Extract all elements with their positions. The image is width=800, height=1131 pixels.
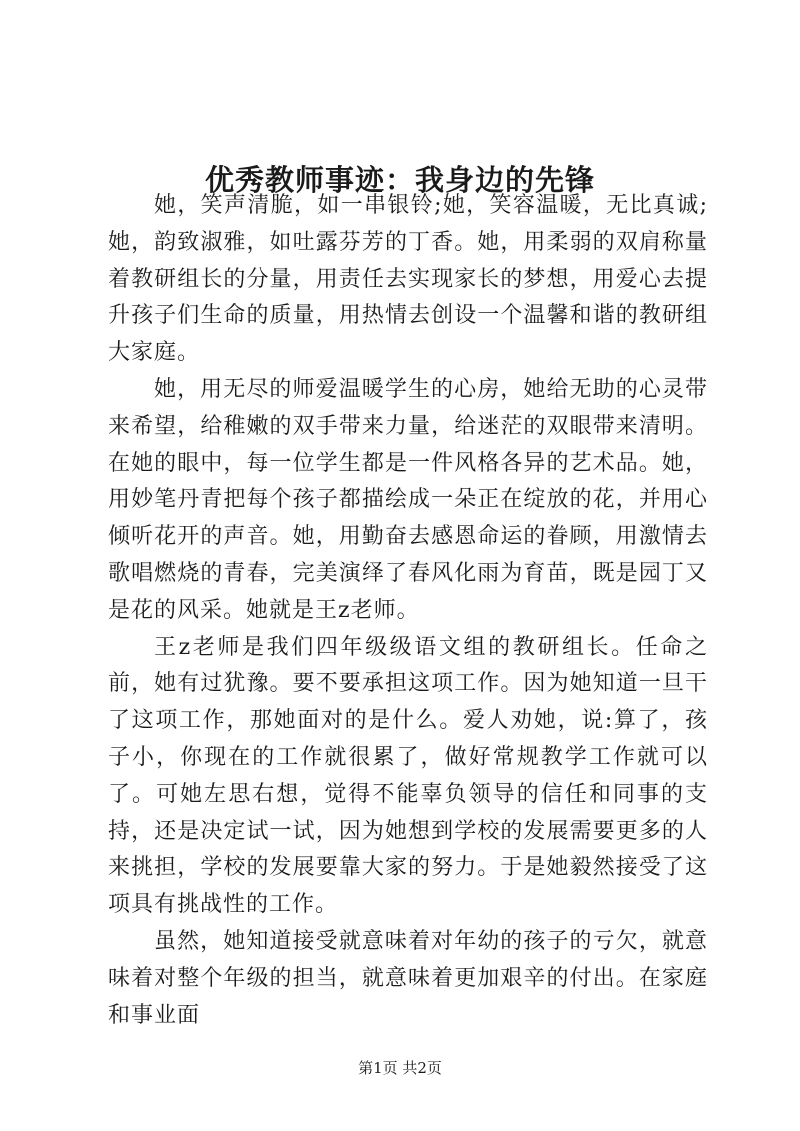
paragraph: 王z老师是我们四年级级语文组的教研组长。任命之前，她有过犹豫。要不要承担这项工作。因为她知道一旦干了这项工作，那她面对的是什么。爱人劝她，说:算了，孩子小，你现在的工作就很累了，做好常规教学工作就可以了。可她左思右想，觉得不能辜负领导的信任和同事的支持，还是决定试一试，因为她想到学校的发展需要更多的人来挑担，学校的发展要靠大家的努力。于是她毅然接受了这项具有挑战性的工作。 bbox=[108, 634, 708, 918]
page-footer: 第1页 共2页 bbox=[358, 1059, 442, 1077]
document-body bbox=[108, 188, 708, 1034]
paragraph: 虽然，她知道接受就意味着对年幼的孩子的亏欠，就意味着对整个年级的担当，就意味着更加艰辛的付出。在家庭和事业面 bbox=[108, 928, 708, 1028]
paragraph: 她，笑声清脆，如一串银铃;她，笑容温暖，无比真诚;她，韵致淑雅，如吐露芬芳的丁香。她，用柔弱的双肩称量着教研组长的分量，用责任去实现家长的梦想，用爱心去提升孩子们生命的质量，用热情去创设一个温馨和谐的教研组大家庭。 bbox=[108, 193, 708, 366]
paragraph: 她，用无尽的师爱温暖学生的心房，她给无助的心灵带来希望，给稚嫩的双手带来力量，给迷茫的双眼带来清明。在她的眼中，每一位学生都是一件风格各异的艺术品。她，用妙笔丹青把每个孩子都描绘成一朵正在绽放的花，并用心倾听花开的声音。她，用勤奋去感恩命运的眷顾，用激情去歌唱燃烧的青春，完美演绎了春风化雨为育苗，既是园丁又是花的风采。她就是王z老师。 bbox=[108, 376, 708, 623]
page-title: 优秀教师事迹：我身边的先锋 bbox=[204, 163, 595, 198]
